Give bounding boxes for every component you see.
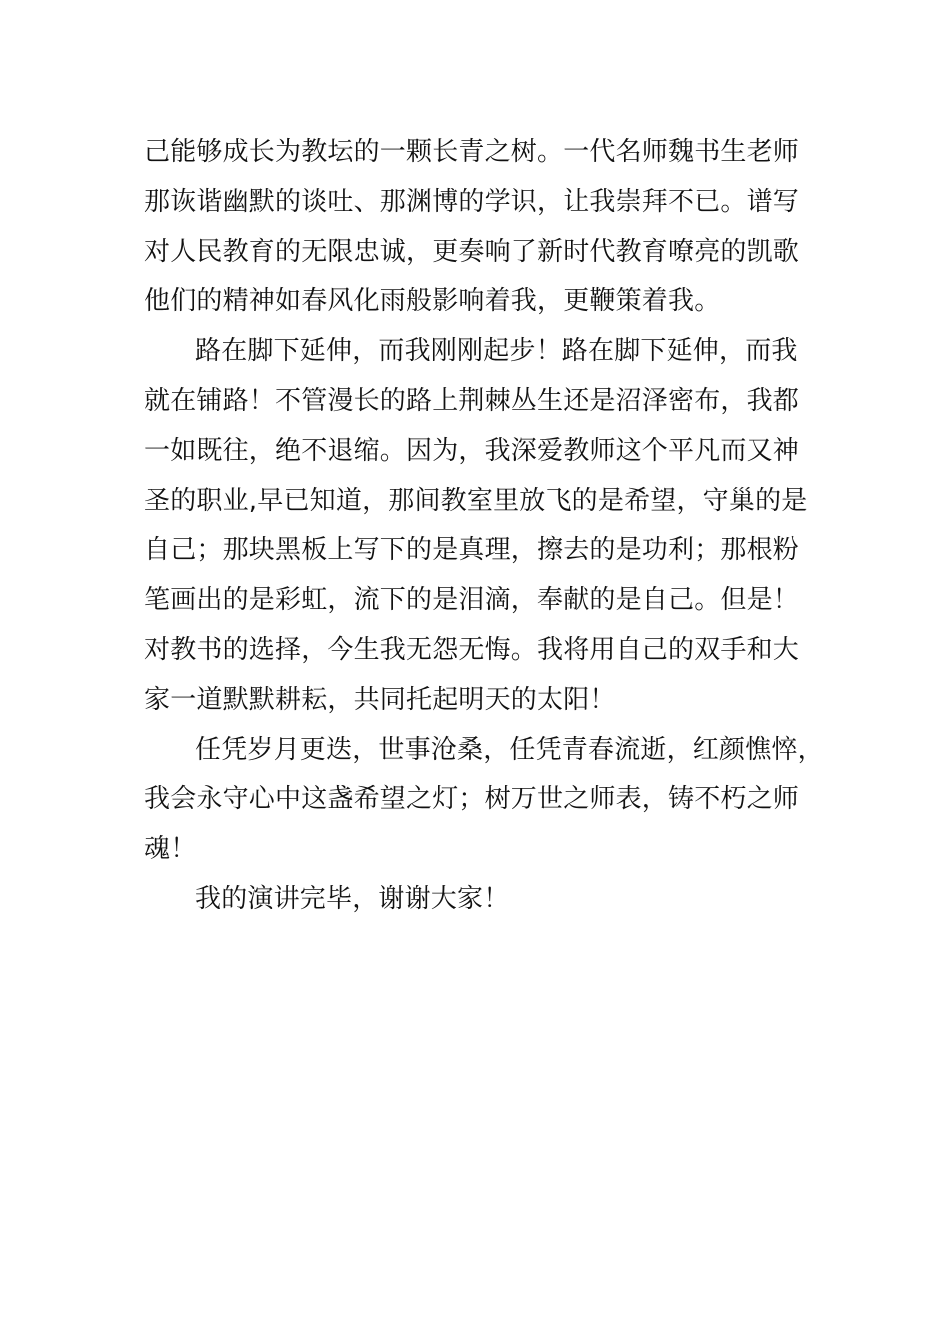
text-line: 圣的职业,早已知道，那间教室里放飞的是希望，守巢的是 [144, 485, 808, 516]
text-line: 自己；那块黑板上写下的是真理，擦去的是功利；那根粉 [144, 535, 800, 566]
text-line: 我会永守心中这盏希望之灯；树万世之师表，铸不朽之师 [144, 784, 800, 815]
text-line: 对教书的选择，今生我无怨无悔。我将用自己的双手和大 [144, 634, 800, 665]
closing-line: 我的演讲完毕，谢谢大家！ [195, 883, 510, 914]
text-line: 魂！ [144, 834, 197, 865]
text-line: 笔画出的是彩虹，流下的是泪滴，奉献的是自己。但是！ [144, 585, 800, 616]
text-line: 己能够成长为教坛的一颗长青之树。一代名师魏书生老师 [144, 137, 800, 167]
text-line: 一如既往，绝不退缩。因为，我深爱教师这个平凡而又神 [144, 435, 800, 466]
text-line: 就在铺路！不管漫长的路上荆棘丛生还是沼泽密布，我都 [144, 385, 800, 416]
paragraph-start-line: 任凭岁月更迭，世事沧桑，任凭青春流逝，红颜憔悴， [195, 734, 824, 765]
speech-text [144, 128, 844, 925]
text-line: 对人民教育的无限忠诚，更奏响了新时代教育嘹亮的凯歌 [144, 236, 800, 267]
text-line: 家一道默默耕耘，共同托起明天的太阳！ [144, 684, 616, 715]
text-line: 他们的精神如春风化雨般影响着我，更鞭策着我。 [144, 286, 721, 317]
text-line: 那诙谐幽默的谈吐、那渊博的学识，让我崇拜不已。谱写 [144, 186, 800, 217]
paragraph-start-line: 路在脚下延伸，而我刚刚起步！路在脚下延伸，而我 [195, 336, 798, 367]
